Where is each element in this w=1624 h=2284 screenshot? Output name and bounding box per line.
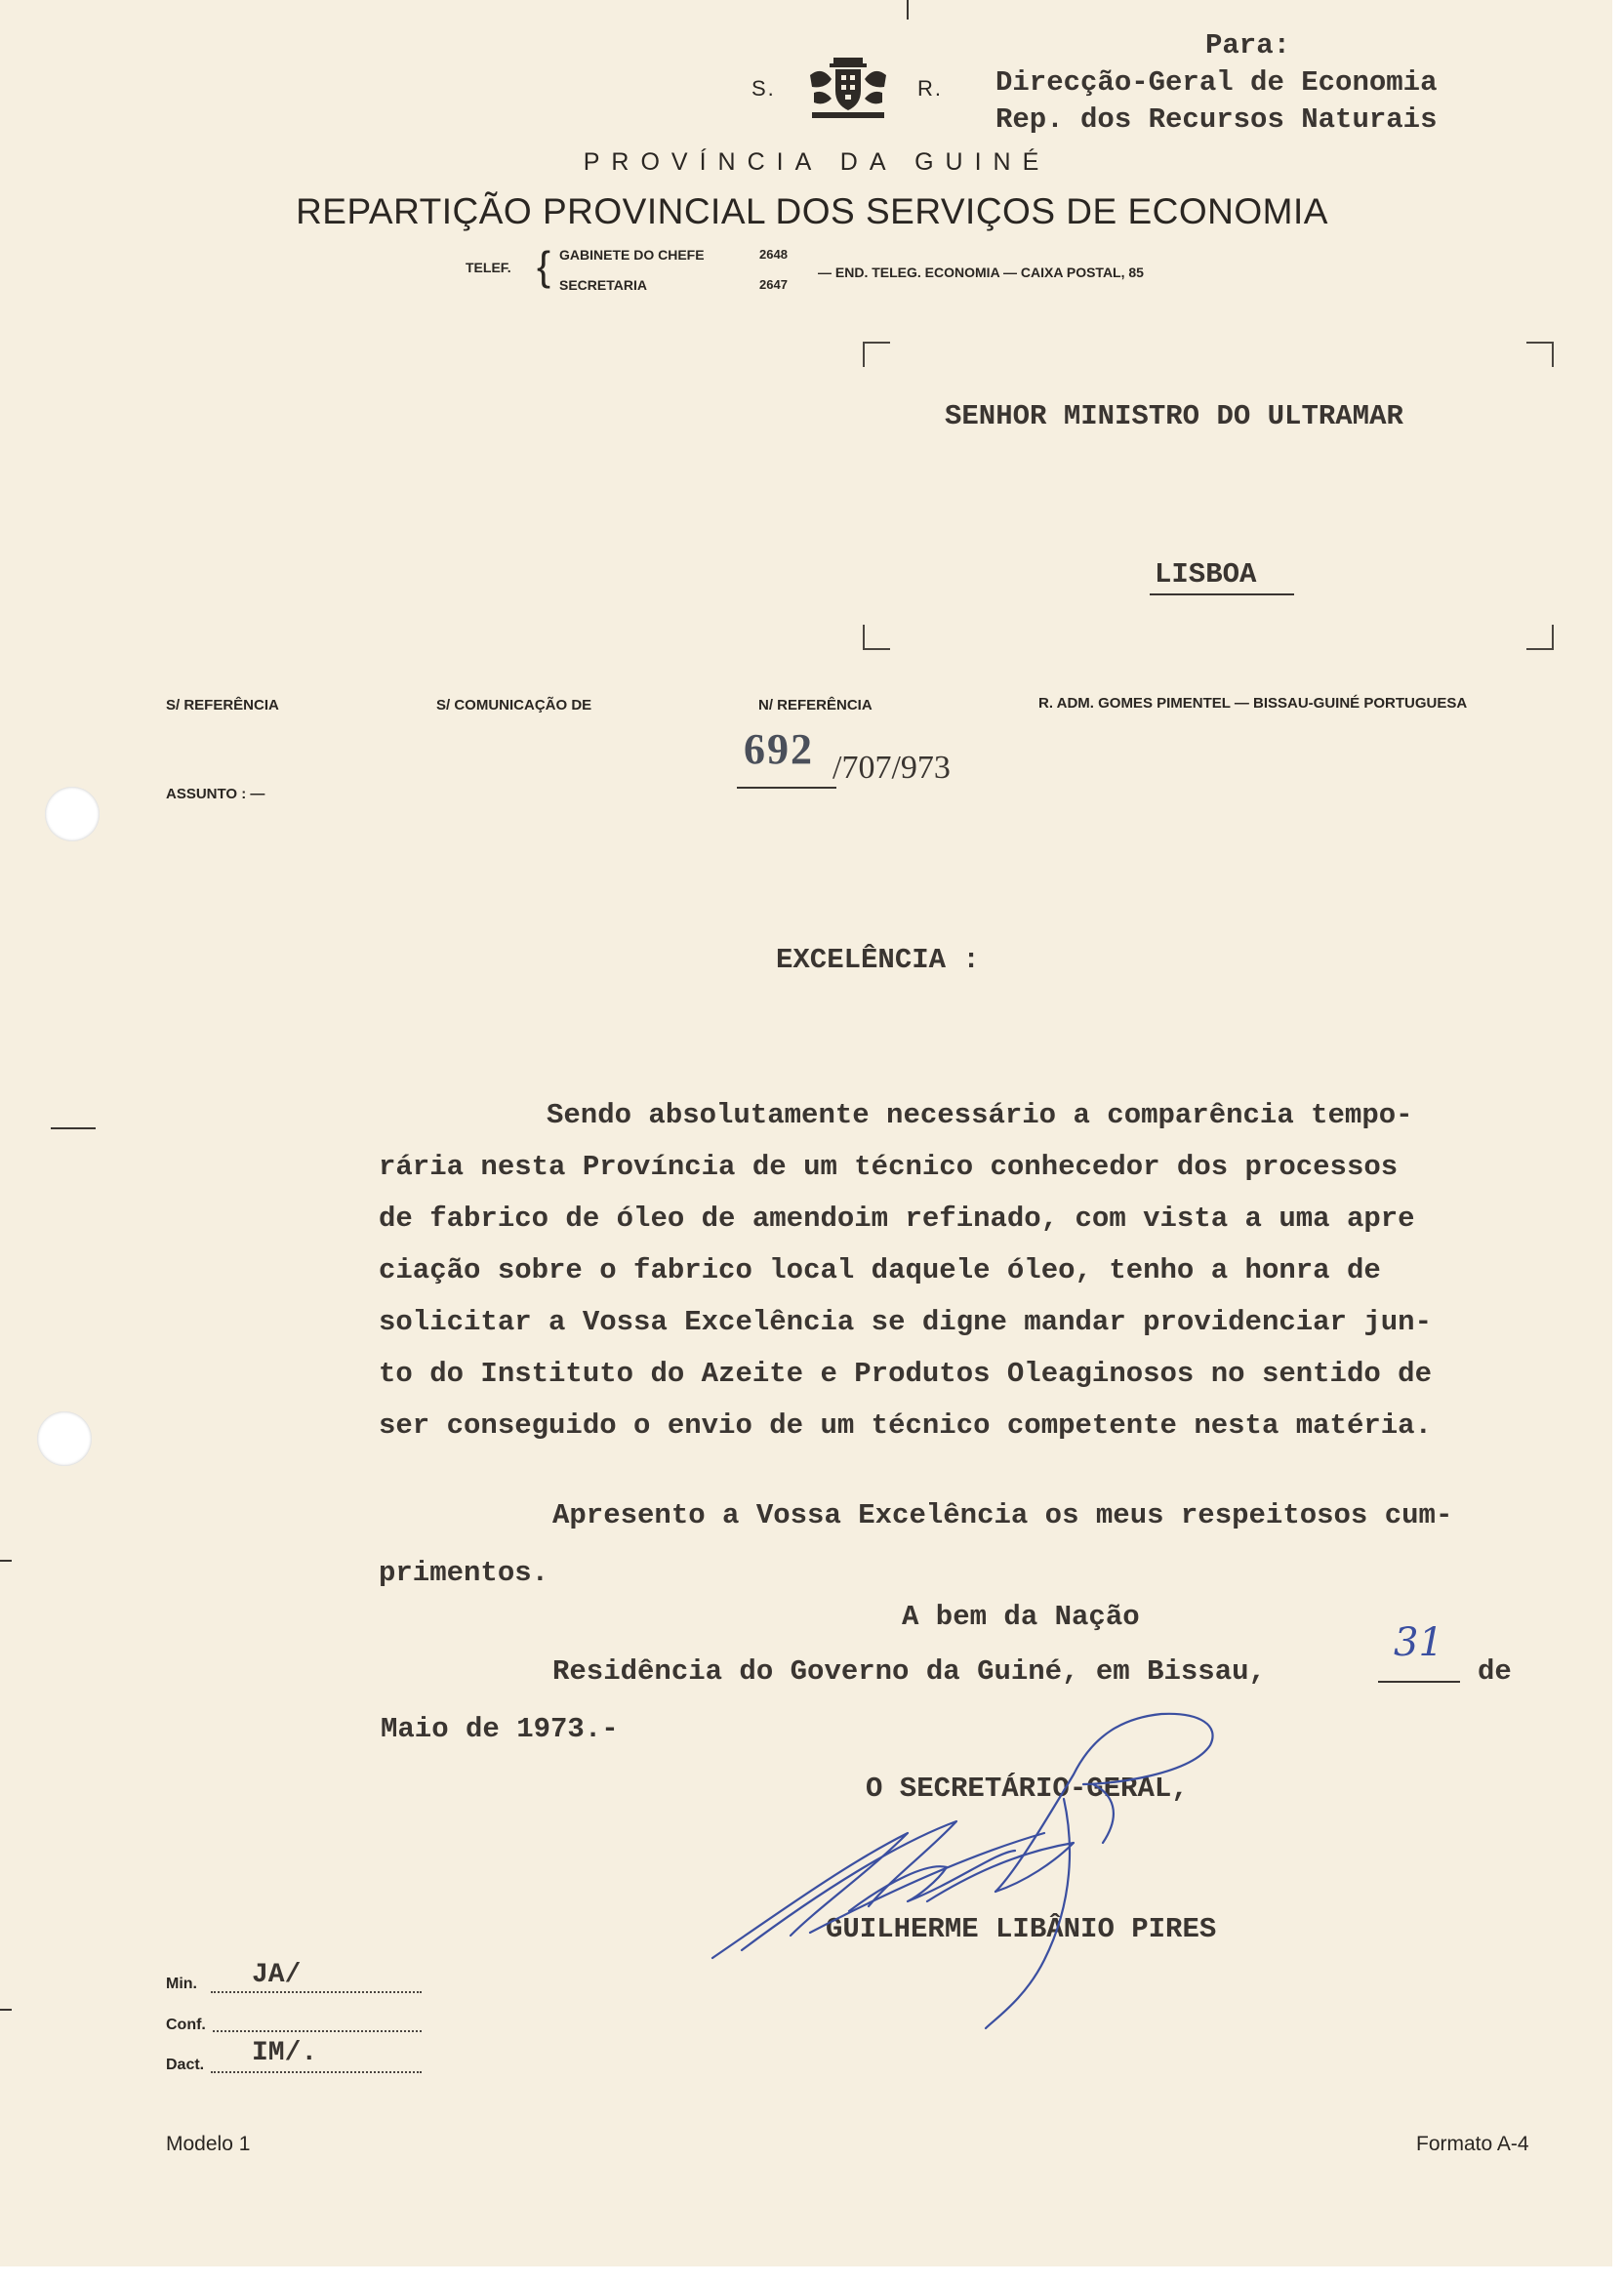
handwritten-signature	[703, 1706, 1308, 2038]
routing-line-2: Rep. dos Recursos Naturais	[995, 103, 1438, 136]
conf-label: Conf.	[166, 2017, 206, 2033]
reference-suffix: /707/973	[832, 750, 951, 786]
body-line: to do Instituto do Azeite e Produtos Oleaginosos no sentido de	[379, 1358, 1432, 1390]
secretaria-label: SECRETARIA	[559, 277, 647, 293]
address-corner-tl	[863, 342, 890, 367]
min-dotted-line	[211, 1991, 422, 1993]
place-date-line: Residência do Governo da Guiné, em Bissau,	[552, 1655, 1266, 1688]
dact-label: Dact.	[166, 2057, 205, 2073]
address-corner-tr	[1526, 342, 1554, 367]
body-line: solicitar a Vossa Excelência se digne mandar providenciar jun-	[379, 1306, 1432, 1338]
telegraph-address: — END. TELEG. ECONOMIA — CAIXA POSTAL, 85	[818, 265, 1144, 280]
body-line: ciação sobre o fabrico local daquele óleo, tenho a honra de	[379, 1254, 1381, 1286]
routing-stamp	[995, 27, 1437, 139]
body-line: rária nesta Província de um técnico conhecedor dos processos	[379, 1151, 1399, 1183]
address-corner-bl	[863, 625, 890, 650]
secretaria-number: 2647	[759, 277, 788, 292]
day-blank-rule	[1378, 1681, 1460, 1683]
s-comunicacao-label: S/ COMUNICAÇÃO DE	[436, 697, 592, 714]
dact-dotted-line	[211, 2071, 422, 2073]
scan-edge	[0, 2266, 1624, 2284]
reference-number: 692	[744, 725, 814, 773]
recipient-city: LISBOA	[1155, 558, 1257, 591]
fold-mark	[51, 1127, 96, 1129]
model-label: Modelo 1	[166, 2133, 251, 2155]
office-heading: REPARTIÇÃO PROVINCIAL DOS SERVIÇOS DE ECONOMIA	[296, 191, 1328, 231]
top-edge-mark	[907, 0, 909, 20]
min-value: JA/	[252, 1960, 302, 1990]
routing-line-1: Direcção-Geral de Economia	[995, 66, 1438, 99]
province-heading: PROVÍNCIA DA GUINÉ	[583, 148, 1051, 176]
body-line: de fabrico de óleo de amendoim refinado, com vista a uma apre	[379, 1203, 1415, 1235]
gabinete-number: 2648	[759, 247, 788, 262]
telef-label: TELEF.	[466, 260, 511, 275]
dact-value: IM/.	[252, 2038, 318, 2068]
signatory-title: O SECRETÁRIO-GERAL,	[866, 1773, 1189, 1805]
scan-edge-right	[1612, 0, 1624, 2284]
body-line: primentos.	[379, 1557, 549, 1589]
city-underline	[1150, 593, 1294, 595]
address-corner-br	[1526, 625, 1554, 650]
recipient: SENHOR MINISTRO DO ULTRAMAR	[945, 400, 1403, 432]
month-year: Maio de 1973.-	[381, 1713, 619, 1745]
format-label: Formato A-4	[1416, 2133, 1529, 2155]
letterhead-r: R.	[917, 76, 943, 101]
body-line: Apresento a Vossa Excelência os meus respeitosos cum-	[552, 1499, 1453, 1531]
coat-of-arms-icon	[806, 54, 890, 124]
body-line: Sendo absolutamente necessário a comparência tempo-	[547, 1099, 1413, 1131]
salutation: EXCELÊNCIA :	[776, 944, 980, 976]
gabinete-label: GABINETE DO CHEFE	[559, 247, 705, 263]
brace-glyph: {	[537, 243, 551, 289]
fold-mark	[0, 2009, 12, 2011]
body-line: ser conseguido o envio de um técnico competente nesta matéria.	[379, 1409, 1432, 1442]
n-referencia-label: N/ REFERÊNCIA	[758, 697, 873, 714]
assunto-label: ASSUNTO : —	[166, 786, 265, 802]
sender-address: R. ADM. GOMES PIMENTEL — BISSAU-GUINÉ PORTUGUESA	[1038, 695, 1468, 712]
routing-label: Para:	[1205, 29, 1291, 61]
s-referencia-label: S/ REFERÊNCIA	[166, 697, 279, 714]
place-date-suffix: de	[1478, 1655, 1512, 1688]
min-label: Min.	[166, 1976, 197, 1992]
conf-dotted-line	[213, 2030, 422, 2032]
punch-hole	[45, 787, 100, 841]
reference-underline	[737, 787, 836, 789]
letterhead-s: S.	[751, 76, 776, 101]
handwritten-day: 31	[1394, 1620, 1443, 1665]
punch-hole	[37, 1411, 92, 1466]
fold-mark	[0, 1560, 12, 1562]
signatory-name: GUILHERME LIBÂNIO PIRES	[826, 1913, 1217, 1945]
closing-formula: A bem da Nação	[902, 1601, 1140, 1633]
